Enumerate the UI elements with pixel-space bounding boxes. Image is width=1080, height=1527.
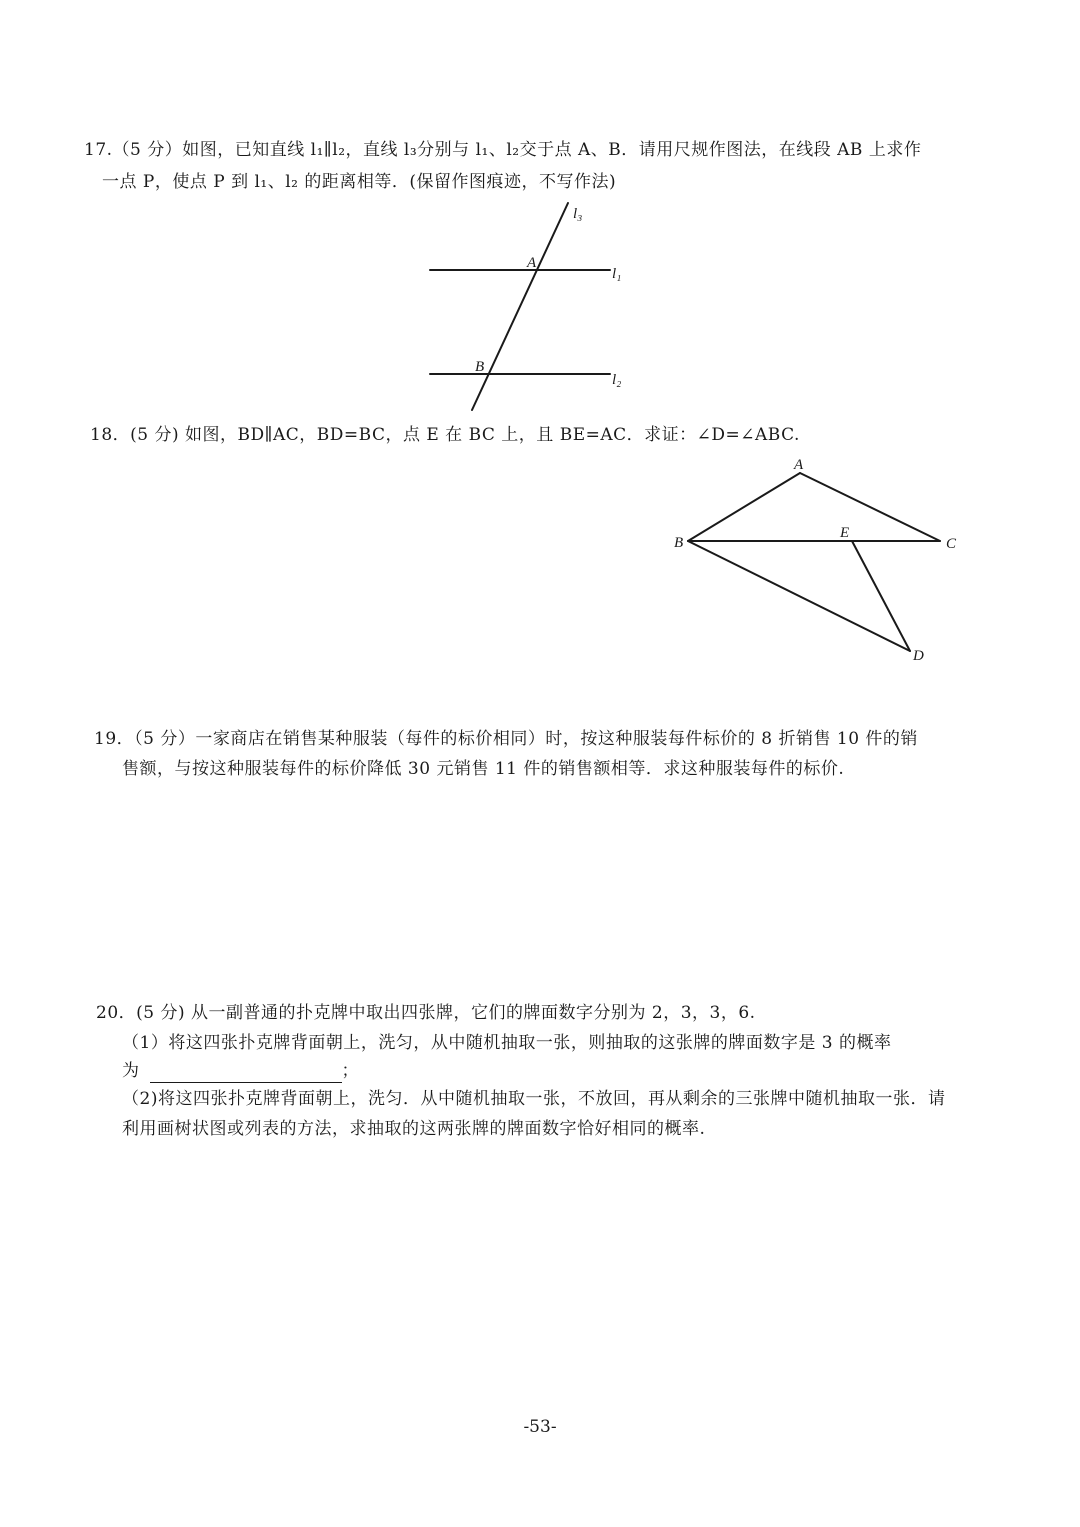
label-B: B [475, 359, 485, 375]
label-D: D [913, 648, 924, 664]
segment-BD [688, 541, 910, 651]
q18-line1: 18．(5 分) 如图，BD∥AC，BD=BC，点 E 在 BC 上，且 BE=AC．求证：∠D=∠ABC. [90, 425, 800, 445]
q20-sub1-line1: （1）将这四张扑克牌背面朝上，洗匀，从中随机抽取一张，则抽取的这张牌的牌面数字是 3 的概率 [122, 1033, 892, 1053]
label-l2: l₂ [612, 372, 622, 388]
label-C: C [946, 536, 957, 552]
segment-ED [852, 541, 910, 651]
answer-blank[interactable] [150, 1064, 342, 1083]
label-A: A [527, 255, 537, 271]
q20-sub1-line2 [122, 1059, 359, 1083]
line-l3 [472, 203, 568, 410]
q18-figure [670, 455, 970, 665]
label-l3: l₃ [573, 206, 583, 222]
q19-line2: 售额，与按这种服装每件的标价降低 30 元销售 11 件的销售额相等．求这种服装每件的标价. [122, 759, 845, 779]
q20-line1: 20．(5 分) 从一副普通的扑克牌中取出四张牌，它们的牌面数字分别为 2，3，3，6. [96, 1003, 756, 1023]
q17-line2: 一点 P，使点 P 到 l₁、l₂ 的距离相等．(保留作图痕迹，不写作法) [102, 172, 617, 192]
q17-line1: 17.（5 分）如图，已知直线 l₁∥l₂，直线 l₃分别与 l₁、l₂交于点 A、B．请用尺规作图法，在线段 AB 上求作 [84, 140, 922, 160]
label-B: B [674, 535, 684, 551]
segment-AC [800, 473, 940, 541]
page-number: -53- [523, 1417, 557, 1437]
answer-suffix: ； [341, 1061, 359, 1081]
label-E: E [840, 525, 850, 541]
segment-AB [688, 473, 800, 541]
label-A: A [794, 457, 804, 473]
answer-prefix: 为 [122, 1061, 140, 1081]
q20-sub2-line1: （2)将这四张扑克牌背面朝上，洗匀．从中随机抽取一张，不放回，再从剩余的三张牌中随机抽取一张．请 [122, 1089, 946, 1109]
q20-sub2-line2: 利用画树状图或列表的方法，求抽取的这两张牌的牌面数字恰好相同的概率. [122, 1119, 706, 1139]
label-l1: l₁ [612, 266, 622, 282]
q19-line1: 19．（5 分）一家商店在销售某种服装（每件的标价相同）时，按这种服装每件标价的 8 折销售 10 件的销 [94, 729, 918, 749]
q17-figure [425, 198, 645, 418]
